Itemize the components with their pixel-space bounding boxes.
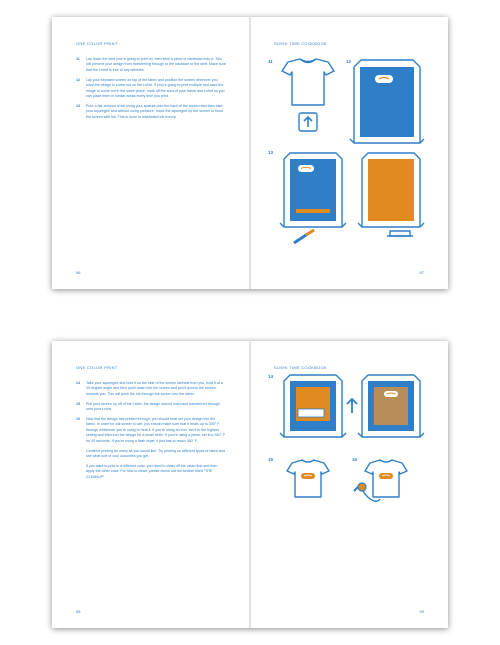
page-header: ONE COLOR PRINT (76, 365, 118, 370)
spread-pages-56-57 (52, 17, 448, 289)
step-text: Lay your exposed screen on top of the fabric and position the screen wherever you want the design to come out on the t-shirt. If you're going to print multiple and want the image to come out in the same place, mark off the area of your frame and t-shirt so you can place them in similar areas every time you print. (86, 77, 225, 98)
page-59 (250, 341, 448, 628)
step-label-16: 16 (352, 457, 358, 462)
tshirt-icon (282, 59, 334, 105)
instruction-steps (76, 381, 226, 485)
step-text: Pour a fair amount of ink using your spatula onto the back of the screen and then take your squeegee and without using pressure, move the squeegee up the screen to flood the screen with ink. This is done to distributed ink evenly. (86, 103, 223, 119)
page-number: 57 (419, 270, 424, 275)
step-text: Lay down the shirt you're going to print on, then stick a piece of cardboard into it. This will prevent your design from transferring through to the backside of the shirt. Make sure that the t-shirt is free of any wrinkles. (86, 57, 226, 72)
step-text: Take your squeegee and hold it on the side of the screen farthest from you, hold it at a 45 degree angle and then push down into the screen and pull it across the screen towards you. This will push the ink through the screen into the fabric. (86, 381, 223, 396)
page-56 (52, 17, 250, 289)
step-label-13: 13 (268, 150, 274, 155)
step-number: 16 (76, 417, 80, 422)
page-header: SUSHI TIME COOKBOOK (274, 365, 327, 370)
spread-pages-58-59 (52, 341, 448, 628)
step-12 (76, 78, 226, 100)
step-label-15: 15 (268, 457, 274, 462)
sushi-design-icon (301, 473, 315, 479)
heat-dryer-icon (354, 483, 366, 491)
step-16 (76, 417, 226, 444)
instruction-steps (76, 57, 226, 125)
step-label-11: 11 (268, 59, 273, 64)
step-15 (76, 402, 226, 413)
page-number: 59 (419, 609, 424, 614)
squeegee-icon (298, 409, 324, 417)
illustration-steps-14-16 (250, 341, 448, 628)
squeegee-icon (390, 231, 410, 236)
step-14 (76, 381, 226, 397)
step-text: Pull your screen up off of the t-shirt, the design should now have transferred through onto your t-shirt. (86, 401, 220, 412)
body-paragraph: If you want to print in a different color, you need to clean off the clean first and then apply the other color. For how to clean, please check out the section titled "THE CLEANUP" (86, 463, 218, 479)
page-number: 58 (76, 609, 81, 614)
step-number: 13 (76, 103, 80, 108)
page-57 (250, 17, 448, 289)
sushi-design-icon (375, 75, 393, 83)
step-13 (76, 104, 226, 120)
page-number: 56 (76, 270, 81, 275)
step-11 (76, 57, 226, 73)
page-header: ONE COLOR PRINT (76, 41, 118, 46)
step-text: Now that the design has printed through, you should heat set your design into the fabric. In order for silk screen to set, you should make sure that it heats up to 350° F through whichever you're using to heat it. If you're using an iron, set it to the highest setting and then iron the design for a small while. If you're using a press, set it to 330° F for 20 seconds. If you're using a flash dryer, it just has to reach 350° F. (86, 417, 226, 443)
illustration-steps-11-13 (250, 17, 448, 289)
step-label-14: 14 (268, 374, 274, 379)
step-number: 11 (76, 57, 80, 61)
step-number: 12 (76, 77, 80, 82)
step-number: 15 (76, 401, 80, 406)
step-label-12: 12 (346, 59, 352, 64)
ink-spatula-icon (294, 230, 314, 243)
step-number: 14 (76, 381, 80, 385)
page-58 (52, 341, 250, 628)
arrow-up-icon (347, 399, 357, 413)
body-paragraph: Continue printing as many as you would like. Try printing on different types of fabric and see what sort of cool outcomes you get. (86, 448, 226, 458)
page-header: SUSHI TIME COOKBOOK (274, 41, 327, 46)
